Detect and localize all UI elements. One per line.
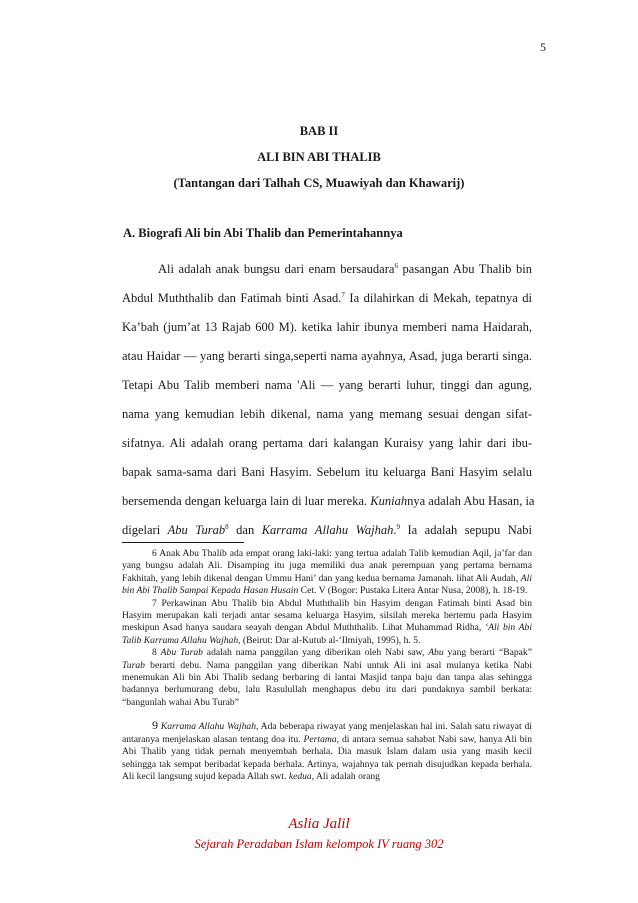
footnote-6 (122, 548, 532, 598)
italic-term: Abu (428, 647, 444, 659)
body-line: bapak sama-sama dari Bani Hasyim. Sebelum itu keluarga Bani Hasyim selalu (122, 465, 532, 479)
footnote-9 (122, 719, 532, 783)
page-number: 5 (540, 40, 546, 54)
text-run: yang berarti “Bapak” (443, 647, 532, 659)
italic-term: Karrama Allahu Wajhah (261, 523, 394, 537)
text-run: (Beirut: Dar al-Kutub al-‘Ilmiyah, 1995), h. 5. (240, 634, 421, 646)
section-title: A. Biografi Ali bin Abi Thalib dan Pemerintahannya (123, 226, 403, 240)
body-line: Ka’bah (jum’at 13 Rajab 600 M). ketika lahir ibunya memberi nama Haidarah, (122, 320, 532, 334)
chapter-title: ALI BIN ABI THALIB (257, 150, 381, 164)
body-line: atau Haidar — yang berarti singa,seperti nama ayahnya, Asad, juga berarti singa. (122, 349, 532, 363)
text-run: Ali adalah orang (314, 770, 380, 782)
footnote-separator (122, 542, 244, 543)
italic-title: Ali bin Abi Thalib Sampai Kepada Hasan Husain (122, 572, 532, 597)
text-run: Ia dilahirkan di Mekah, tepatnya di (344, 291, 532, 305)
text-run: bersemenda dengan keluarga lain di luar mereka. (122, 494, 371, 508)
text-run: Ia adalah sepupu Nabi (400, 523, 532, 537)
text-run: Cet. V (Bogor: Pustaka Litera Antar Nusa, 2008), h. 18-19. (298, 585, 528, 597)
text-run: 6 Anak Abu Thalib ada empat orang laki-laki: yang tertua adalah Talib kemudian Aqil, ja’far dan yang bungsu adalah Ali. Disamping itu juga memiliki dua anak perempuan yang pertama bernama Fakhitah, yang lebih dikenal dengan Ummu Hani’ dan yang kedua bernama Jamanah. lihat Ali Audah, (122, 548, 532, 584)
italic-term: Pertama, (303, 733, 339, 745)
footnote-7 (122, 598, 532, 648)
italic-term: Abu Turab (167, 523, 226, 537)
footnote-ref: 7 (341, 290, 345, 299)
text-run: adalah nama panggilan yang diberikan oleh Nabi saw, (202, 647, 429, 659)
text-run: berarti debu. Nama panggilan yang diberikan Nabi untuk Ali ini asal mulanya ketika Nabi menemukan Ali bin Abi Thalib sedang berbaring di lantai Masjid tanpa baju dan tanpa alas sehingga badannya berlumurang debu, lalu Rasulullah menghapus debu itu dari pundaknya sambil berkata: “bangunlah wahai Abu Turab” (122, 659, 532, 708)
italic-term: Turab (122, 659, 145, 671)
footer-course: Sejarah Peradaban Islam kelompok IV ruang 302 (194, 837, 444, 851)
text-run: 8 (152, 647, 161, 659)
body-line (158, 262, 532, 277)
text-run: di antara semua sahabat Nabi saw, hanya Ali bin Abi Thalib yang tidak pernah menyembah berhala. Dia masuk Islam dalam usia yang masih kecil sehingga tak sempat beribadat kepada berhala. Artinya, wajahnya tak pernah disujudkan kepada berhala. Ali kecil langsung sujud kepada Allah swt. (122, 733, 532, 782)
footnotes (122, 548, 532, 783)
chapter-label: BAB II (299, 124, 339, 138)
italic-term: Abu Turab (160, 647, 203, 659)
body-line (122, 494, 535, 509)
body-line: sifatnya. Ali adalah orang pertama dari kalangan Kuraisy yang lahir dari ibu- (122, 436, 532, 450)
body-line (122, 523, 532, 538)
text-run: . (393, 523, 397, 537)
body-line: Tetapi Abu Talib memberi nama 'Ali — yang berarti luhur, tinggi dan agung, (122, 378, 532, 392)
text-run: 7 Perkawinan Abu Thalib bin Abdul Muththalib bin Hasyim dengan Fatimah binti Asad bin Hasyim merupakan kali terjadi antar sesama keluarga Hasyim, silsilah mereka bertemu pada Hasyim meskipun Asad hanya saudara seayah dengan Abdul Muththalib. Lihat Muhammad Ridha, (122, 597, 532, 634)
footnote-8 (122, 647, 532, 709)
footnote-ref: 9 (396, 522, 400, 531)
text-run: dan (228, 523, 262, 537)
text-run: pasangan Abu Thalib bin (397, 262, 532, 276)
italic-title: ‘Ali bin Abi Talib Karrama Allahu Wajhah, (122, 622, 532, 646)
text-run: Ada beberapa riwayat yang menjelaskan hal ini. Salah satu riwayat di antaranya menjelaskan alasan tentang doa itu. (122, 721, 532, 745)
footnote-ref: 6 (394, 261, 398, 270)
footnote-ref: 8 (225, 522, 229, 531)
footnote-number: 9 (152, 718, 158, 733)
footer-author: Aslia Jalil (288, 816, 350, 832)
italic-term: kedua, (288, 770, 315, 782)
chapter-subtitle: (Tantangan dari Talhah CS, Muawiyah dan Khawarij) (173, 176, 465, 190)
text-run: Ali adalah anak bungsu dari enam bersaudara (158, 262, 395, 276)
body-line: nama yang kemudian lebih dikenal, nama yang memang sesuai dengan sifat- (122, 407, 532, 421)
text-run: Abdul Muththalib dan Fatimah binti Asad. (122, 291, 342, 305)
text-run: nya adalah Abu Hasan, ia (407, 494, 535, 508)
body-line (122, 291, 532, 306)
italic-term: Kuniah (370, 494, 408, 508)
italic-term: Karrama Allahu Wajhah, (160, 721, 259, 733)
text-run: digelari (122, 523, 168, 537)
